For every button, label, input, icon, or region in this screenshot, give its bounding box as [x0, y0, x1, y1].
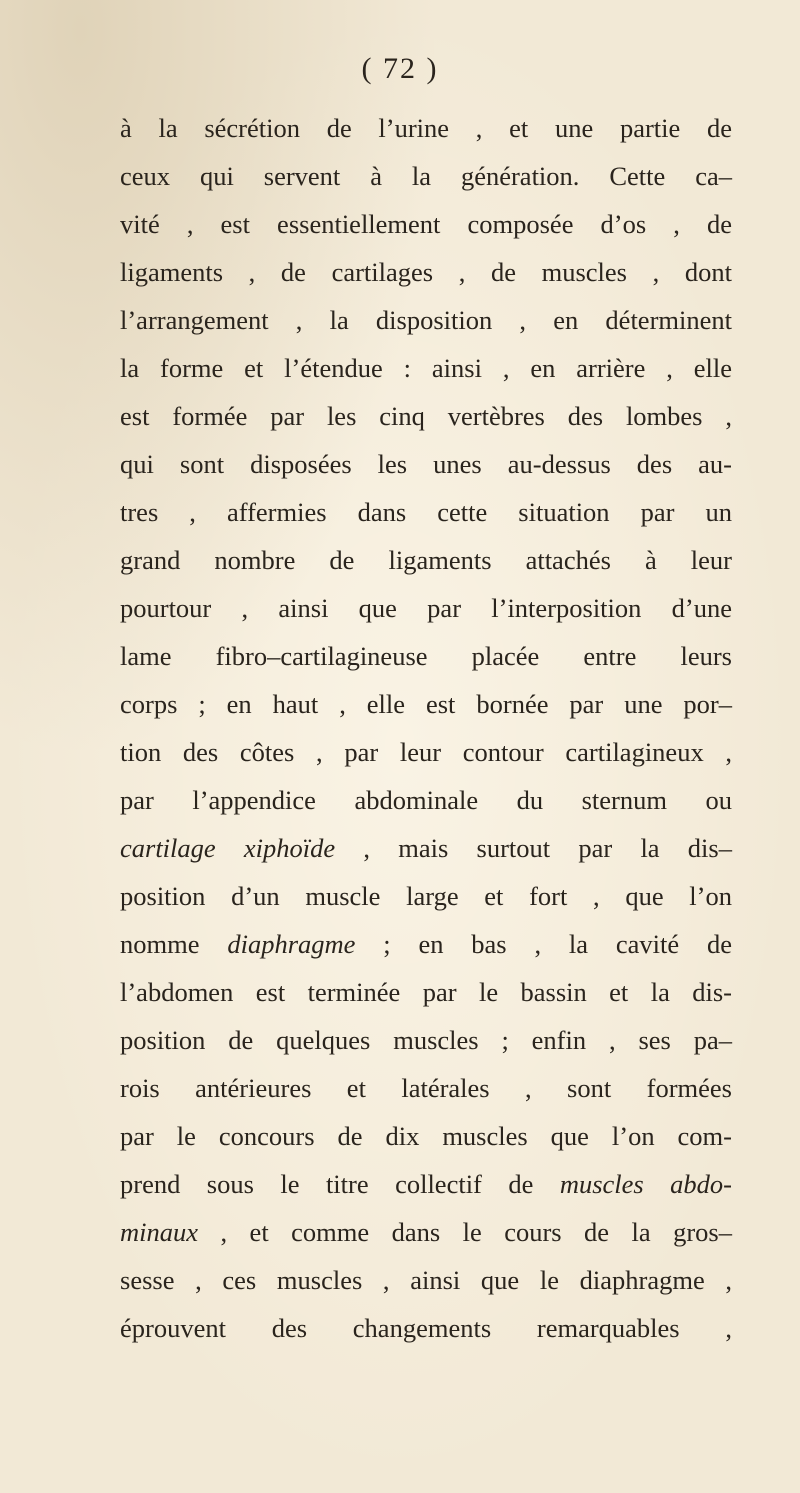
text-segment: lame fibro–cartilagineuse placée entre leurs	[120, 641, 732, 671]
italic-term: diaphragme	[227, 929, 356, 959]
text-segment: l’arrangement , la disposition , en déterminent	[120, 305, 732, 335]
text-segment: éprouvent des changements remarquables ,	[120, 1313, 732, 1343]
text-line	[120, 1160, 732, 1208]
text-segment: grand nombre de ligaments attachés à leur	[120, 545, 732, 575]
italic-term: cartilage xiphoïde	[120, 833, 336, 863]
text-segment: prend sous le titre collectif de	[120, 1169, 560, 1199]
text-segment: ; en bas , la cavité de	[355, 929, 732, 959]
text-line	[120, 1064, 732, 1112]
body-text	[120, 104, 732, 1352]
text-segment: la forme et l’étendue : ainsi , en arrière , elle	[120, 353, 732, 383]
text-line	[120, 1208, 732, 1256]
text-segment: , et comme dans le cours de la gros–	[198, 1217, 732, 1247]
text-segment: qui sont disposées les unes au-dessus des au-	[120, 449, 732, 479]
text-line	[120, 488, 732, 536]
text-line	[120, 920, 732, 968]
text-segment: à la sécrétion de l’urine , et une partie de	[120, 113, 732, 143]
text-segment: ligaments , de cartilages , de muscles , dont	[120, 257, 732, 287]
italic-term: minaux	[120, 1217, 199, 1247]
text-line	[120, 1112, 732, 1160]
text-segment: ceux qui servent à la génération. Cette ca–	[120, 161, 732, 191]
text-segment: l’abdomen est terminée par le bassin et la dis-	[120, 977, 732, 1007]
text-line	[120, 1256, 732, 1304]
text-segment: par l’appendice abdominale du sternum ou	[120, 785, 732, 815]
text-segment: vité , est essentiellement composée d’os , de	[120, 209, 732, 239]
page-number: ( 72 )	[361, 52, 439, 85]
text-segment: position d’un muscle large et fort , que l’on	[120, 881, 732, 911]
text-segment: pourtour , ainsi que par l’interposition d’une	[120, 593, 732, 623]
text-line	[120, 152, 732, 200]
text-line	[120, 1016, 732, 1064]
text-line	[120, 200, 732, 248]
text-line	[120, 104, 732, 152]
text-segment: tion des côtes , par leur contour cartilagineux ,	[120, 737, 732, 767]
text-line	[120, 248, 732, 296]
italic-term: muscles abdo-	[559, 1169, 732, 1199]
text-segment: corps ; en haut , elle est bornée par une por–	[120, 689, 732, 719]
text-line	[120, 632, 732, 680]
text-line	[120, 1304, 732, 1352]
text-segment: nomme	[120, 929, 228, 959]
text-line	[120, 440, 732, 488]
text-line	[120, 968, 732, 1016]
text-segment: tres , affermies dans cette situation par un	[120, 497, 732, 527]
text-segment: rois antérieures et latérales , sont formées	[120, 1073, 732, 1103]
text-line	[120, 584, 732, 632]
text-segment: par le concours de dix muscles que l’on com-	[120, 1121, 732, 1151]
text-segment: position de quelques muscles ; enfin , ses pa–	[120, 1025, 732, 1055]
text-line	[120, 728, 732, 776]
text-segment: sesse , ces muscles , ainsi que le diaphragme ,	[120, 1265, 732, 1295]
text-line	[120, 824, 732, 872]
text-line	[120, 344, 732, 392]
text-segment: est formée par les cinq vertèbres des lombes ,	[120, 401, 732, 431]
text-line	[120, 536, 732, 584]
text-line	[120, 296, 732, 344]
text-line	[120, 680, 732, 728]
text-line	[120, 392, 732, 440]
text-line	[120, 776, 732, 824]
text-segment: , mais surtout par la dis–	[335, 833, 732, 863]
text-line	[120, 872, 732, 920]
